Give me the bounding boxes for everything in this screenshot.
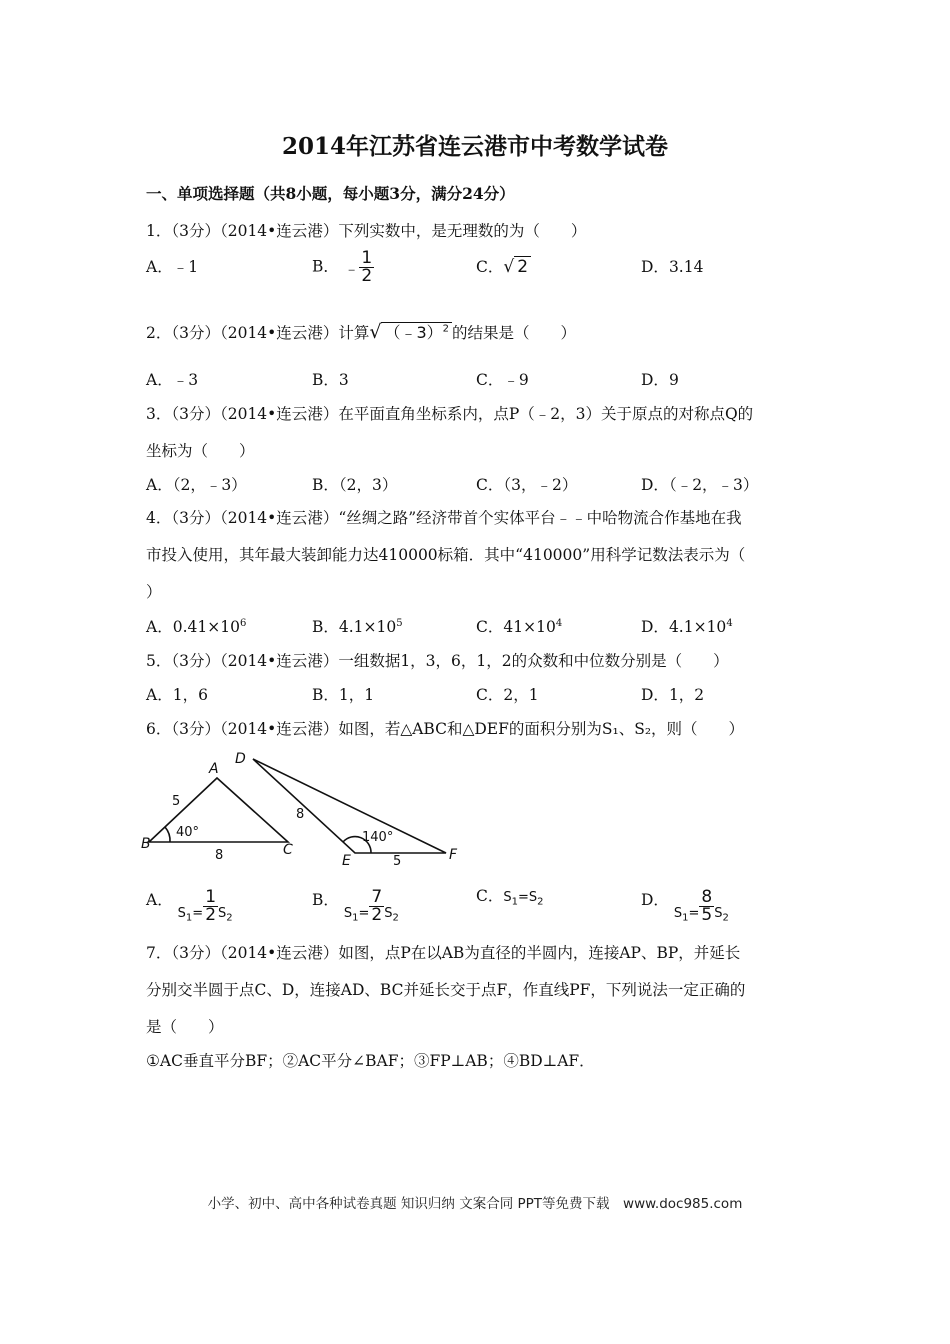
fraction xyxy=(203,889,218,924)
square-root: √ （﹣3）$^2$ xyxy=(369,321,452,343)
fraction-numerator: 1 xyxy=(205,887,217,907)
q2-option-a xyxy=(146,368,198,390)
option-label: A． xyxy=(146,258,173,276)
radicand-base: （﹣3） xyxy=(384,323,443,342)
option-value: ﹣9 xyxy=(503,371,529,389)
question-6-stem: 6．（3分）（2014•连云港）如图，若△ABC和△DEF的面积分别为S₁、S₂，则（ ） xyxy=(146,720,745,738)
option-value: ﹣3 xyxy=(172,371,199,389)
subscript: 2 xyxy=(392,912,399,924)
question-7-stem-line-1: 7．（3分）（2014•连云港）如图，点P在以AB为直径的半圆内，连接AP、BP，并延长 xyxy=(146,944,741,962)
symbol-s: S xyxy=(673,906,683,921)
question-4-stem-line-3: ） xyxy=(146,583,162,601)
question-4-stem-line-2: 市投入使用，其年最大装卸能力达410000标箱．其中“410000”用科学记数法表示为（ xyxy=(146,546,746,564)
symbol-s: S xyxy=(177,906,186,921)
option-value: 2，1 xyxy=(503,686,539,704)
vertex-c-label: C xyxy=(283,842,293,858)
question-7-stem-line-2: 分别交半圆于点C、D，连接AD、BC并延长交于点F，作直线PF，下列说法一定正确的 xyxy=(146,981,746,999)
option-label: D． xyxy=(641,371,669,389)
q3-option-c xyxy=(476,473,577,495)
option-label: A． xyxy=(146,371,173,389)
q4-option-b xyxy=(312,615,403,637)
fraction-denominator: 2 xyxy=(205,905,217,925)
option-value: 3.14 xyxy=(668,258,704,276)
option-label: C． xyxy=(476,887,504,905)
option-value: 1，6 xyxy=(172,686,208,704)
option-label: A． xyxy=(146,618,173,636)
symbol-s: S xyxy=(384,906,393,921)
option-label: B． xyxy=(312,686,339,704)
fraction-denominator: 5 xyxy=(701,905,713,925)
subscript: 2 xyxy=(722,912,729,924)
option-label: B． xyxy=(312,618,339,636)
option-label: C． xyxy=(476,686,504,704)
equals-sign: = xyxy=(192,906,204,921)
question-7-stem-line-3: 是（ ） xyxy=(146,1018,224,1036)
q6-option-a xyxy=(146,884,233,925)
option-label: C． xyxy=(476,258,504,276)
option-label: B． xyxy=(312,257,339,276)
side-de-length: 8 xyxy=(296,807,305,822)
triangles-figure xyxy=(140,745,470,870)
option-label: C． xyxy=(476,371,504,389)
angle-b-value: 40° xyxy=(176,825,200,840)
option-value: （﹣2，﹣3） xyxy=(668,476,759,494)
option-value: 9 xyxy=(668,371,679,389)
q1-option-b xyxy=(312,250,374,285)
option-value: 41×10 xyxy=(503,618,556,636)
option-label: A． xyxy=(146,476,173,494)
exponent: 6 xyxy=(239,617,247,629)
symbol-s: S xyxy=(503,890,512,905)
subscript: 1 xyxy=(185,912,193,924)
fraction-numerator: 8 xyxy=(701,887,713,907)
fraction xyxy=(699,889,714,924)
radicand xyxy=(381,322,452,342)
option-expression xyxy=(177,887,233,925)
q4-option-a xyxy=(146,615,246,637)
option-label: D． xyxy=(641,891,669,909)
radicand: 2 xyxy=(514,256,531,277)
option-value: （2，﹣3） xyxy=(172,476,247,494)
side-ab-length: 5 xyxy=(172,794,181,809)
symbol-s: S xyxy=(343,906,353,921)
option-label: C． xyxy=(476,476,504,494)
q6-option-b xyxy=(312,884,399,925)
page-footer: 小学、初中、高中各种试卷真题 知识归纳 文案合同 PPT等免费下载 www.doc985.com xyxy=(207,1196,743,1212)
fraction-numerator: 7 xyxy=(371,887,383,907)
subscript: 1 xyxy=(682,912,689,924)
option-label: D． xyxy=(641,476,669,494)
fraction xyxy=(369,889,384,924)
option-expression xyxy=(673,887,729,925)
option-value: 1，1 xyxy=(338,686,375,704)
q2-option-c xyxy=(476,368,529,390)
option-value: 0.41×10 xyxy=(172,618,240,636)
equals-sign: = xyxy=(688,906,700,921)
option-label: D． xyxy=(641,618,669,636)
option-value: 1，2 xyxy=(668,686,705,704)
equals-s: =S xyxy=(518,890,538,905)
stem-text: 的结果是（ ） xyxy=(452,324,577,342)
q3-option-d xyxy=(641,473,758,495)
question-4-stem-line-1: 4．（3分）（2014•连云港）“丝绸之路”经济带首个实体平台﹣﹣中哈物流合作基地在我 xyxy=(146,509,742,527)
option-label: A． xyxy=(146,891,173,909)
q2-option-d xyxy=(641,368,679,390)
vertex-a-label: A xyxy=(209,761,219,777)
subscript: 2 xyxy=(537,896,544,908)
option-value: （2，3） xyxy=(338,476,398,494)
q5-option-b xyxy=(312,683,374,705)
q5-option-a xyxy=(146,683,208,705)
q5-option-c xyxy=(476,683,539,705)
option-value: 4.1×10 xyxy=(668,618,727,636)
option-value: 3 xyxy=(338,371,349,389)
equals-sign: = xyxy=(358,906,370,921)
triangle-abc xyxy=(149,778,288,842)
exponent: 4 xyxy=(726,617,733,629)
question-2-stem xyxy=(146,320,576,343)
option-sign: ﹣ xyxy=(343,259,360,278)
triangle-def xyxy=(253,759,446,853)
question-5-stem: 5．（3分）（2014•连云港）一组数据1，3，6，1，2的众数和中位数分别是（ ） xyxy=(146,652,729,670)
exponent: 2 xyxy=(442,323,449,335)
stem-text: 2．（3分）（2014•连云港）计算 xyxy=(146,324,370,342)
symbol-s: S xyxy=(714,906,723,921)
symbol-s: S xyxy=(218,906,227,921)
angle-b-arc xyxy=(165,827,170,842)
exponent: 4 xyxy=(555,617,563,629)
subscript: 2 xyxy=(226,912,233,924)
option-label: A． xyxy=(146,686,173,704)
vertex-b-label: B xyxy=(141,836,151,852)
q2-option-b xyxy=(312,368,349,390)
option-expression xyxy=(503,890,544,908)
q1-option-c xyxy=(476,255,531,277)
vertex-f-label: F xyxy=(449,847,458,863)
option-label: D． xyxy=(641,686,669,704)
q6-option-c xyxy=(476,884,544,908)
option-expression xyxy=(343,887,399,925)
side-ef-length: 5 xyxy=(393,854,402,869)
q6-option-d xyxy=(641,884,729,925)
option-label: C． xyxy=(476,618,504,636)
option-value: ﹣1 xyxy=(172,258,199,276)
q4-option-c xyxy=(476,615,562,637)
page-title: 2014年江苏省连云港市中考数学试卷 xyxy=(281,133,668,160)
fraction xyxy=(359,250,374,285)
option-value: 4.1×10 xyxy=(338,618,397,636)
vertex-d-label: D xyxy=(235,751,246,767)
option-value: （3，﹣2） xyxy=(503,476,578,494)
fraction-denominator: 2 xyxy=(371,905,383,925)
exponent: 5 xyxy=(396,617,403,629)
q3-option-b xyxy=(312,473,397,495)
question-1-stem: 1．（3分）（2014•连云港）下列实数中，是无理数的为（ ） xyxy=(146,222,587,240)
subscript: 1 xyxy=(511,896,519,908)
section-heading: 一、单项选择题（共8小题，每小题3分，满分24分） xyxy=(146,184,515,203)
q5-option-d xyxy=(641,683,704,705)
option-label: D． xyxy=(641,258,669,276)
angle-e-value: 140° xyxy=(362,830,394,845)
option-label: B． xyxy=(312,891,339,909)
q1-option-d xyxy=(641,255,703,277)
square-root: √ 2 xyxy=(503,256,531,277)
question-7-statements: ①AC垂直平分BF；②AC平分∠BAF；③FP⊥AB；④BD⊥AF． xyxy=(146,1052,595,1070)
option-label: B． xyxy=(312,371,339,389)
q3-option-a xyxy=(146,473,247,495)
side-bc-length: 8 xyxy=(215,848,224,863)
fraction-denominator: 2 xyxy=(361,266,373,286)
subscript: 1 xyxy=(352,912,359,924)
option-label: B． xyxy=(312,476,339,494)
q1-option-a xyxy=(146,255,198,277)
question-3-stem-line-2: 坐标为（ ） xyxy=(146,442,255,460)
question-3-stem-line-1: 3．（3分）（2014•连云港）在平面直角坐标系内，点P（﹣2，3）关于原点的对称点Q的 xyxy=(146,405,754,423)
fraction-numerator: 1 xyxy=(361,248,373,268)
q4-option-d xyxy=(641,615,733,637)
vertex-e-label: E xyxy=(342,853,351,869)
